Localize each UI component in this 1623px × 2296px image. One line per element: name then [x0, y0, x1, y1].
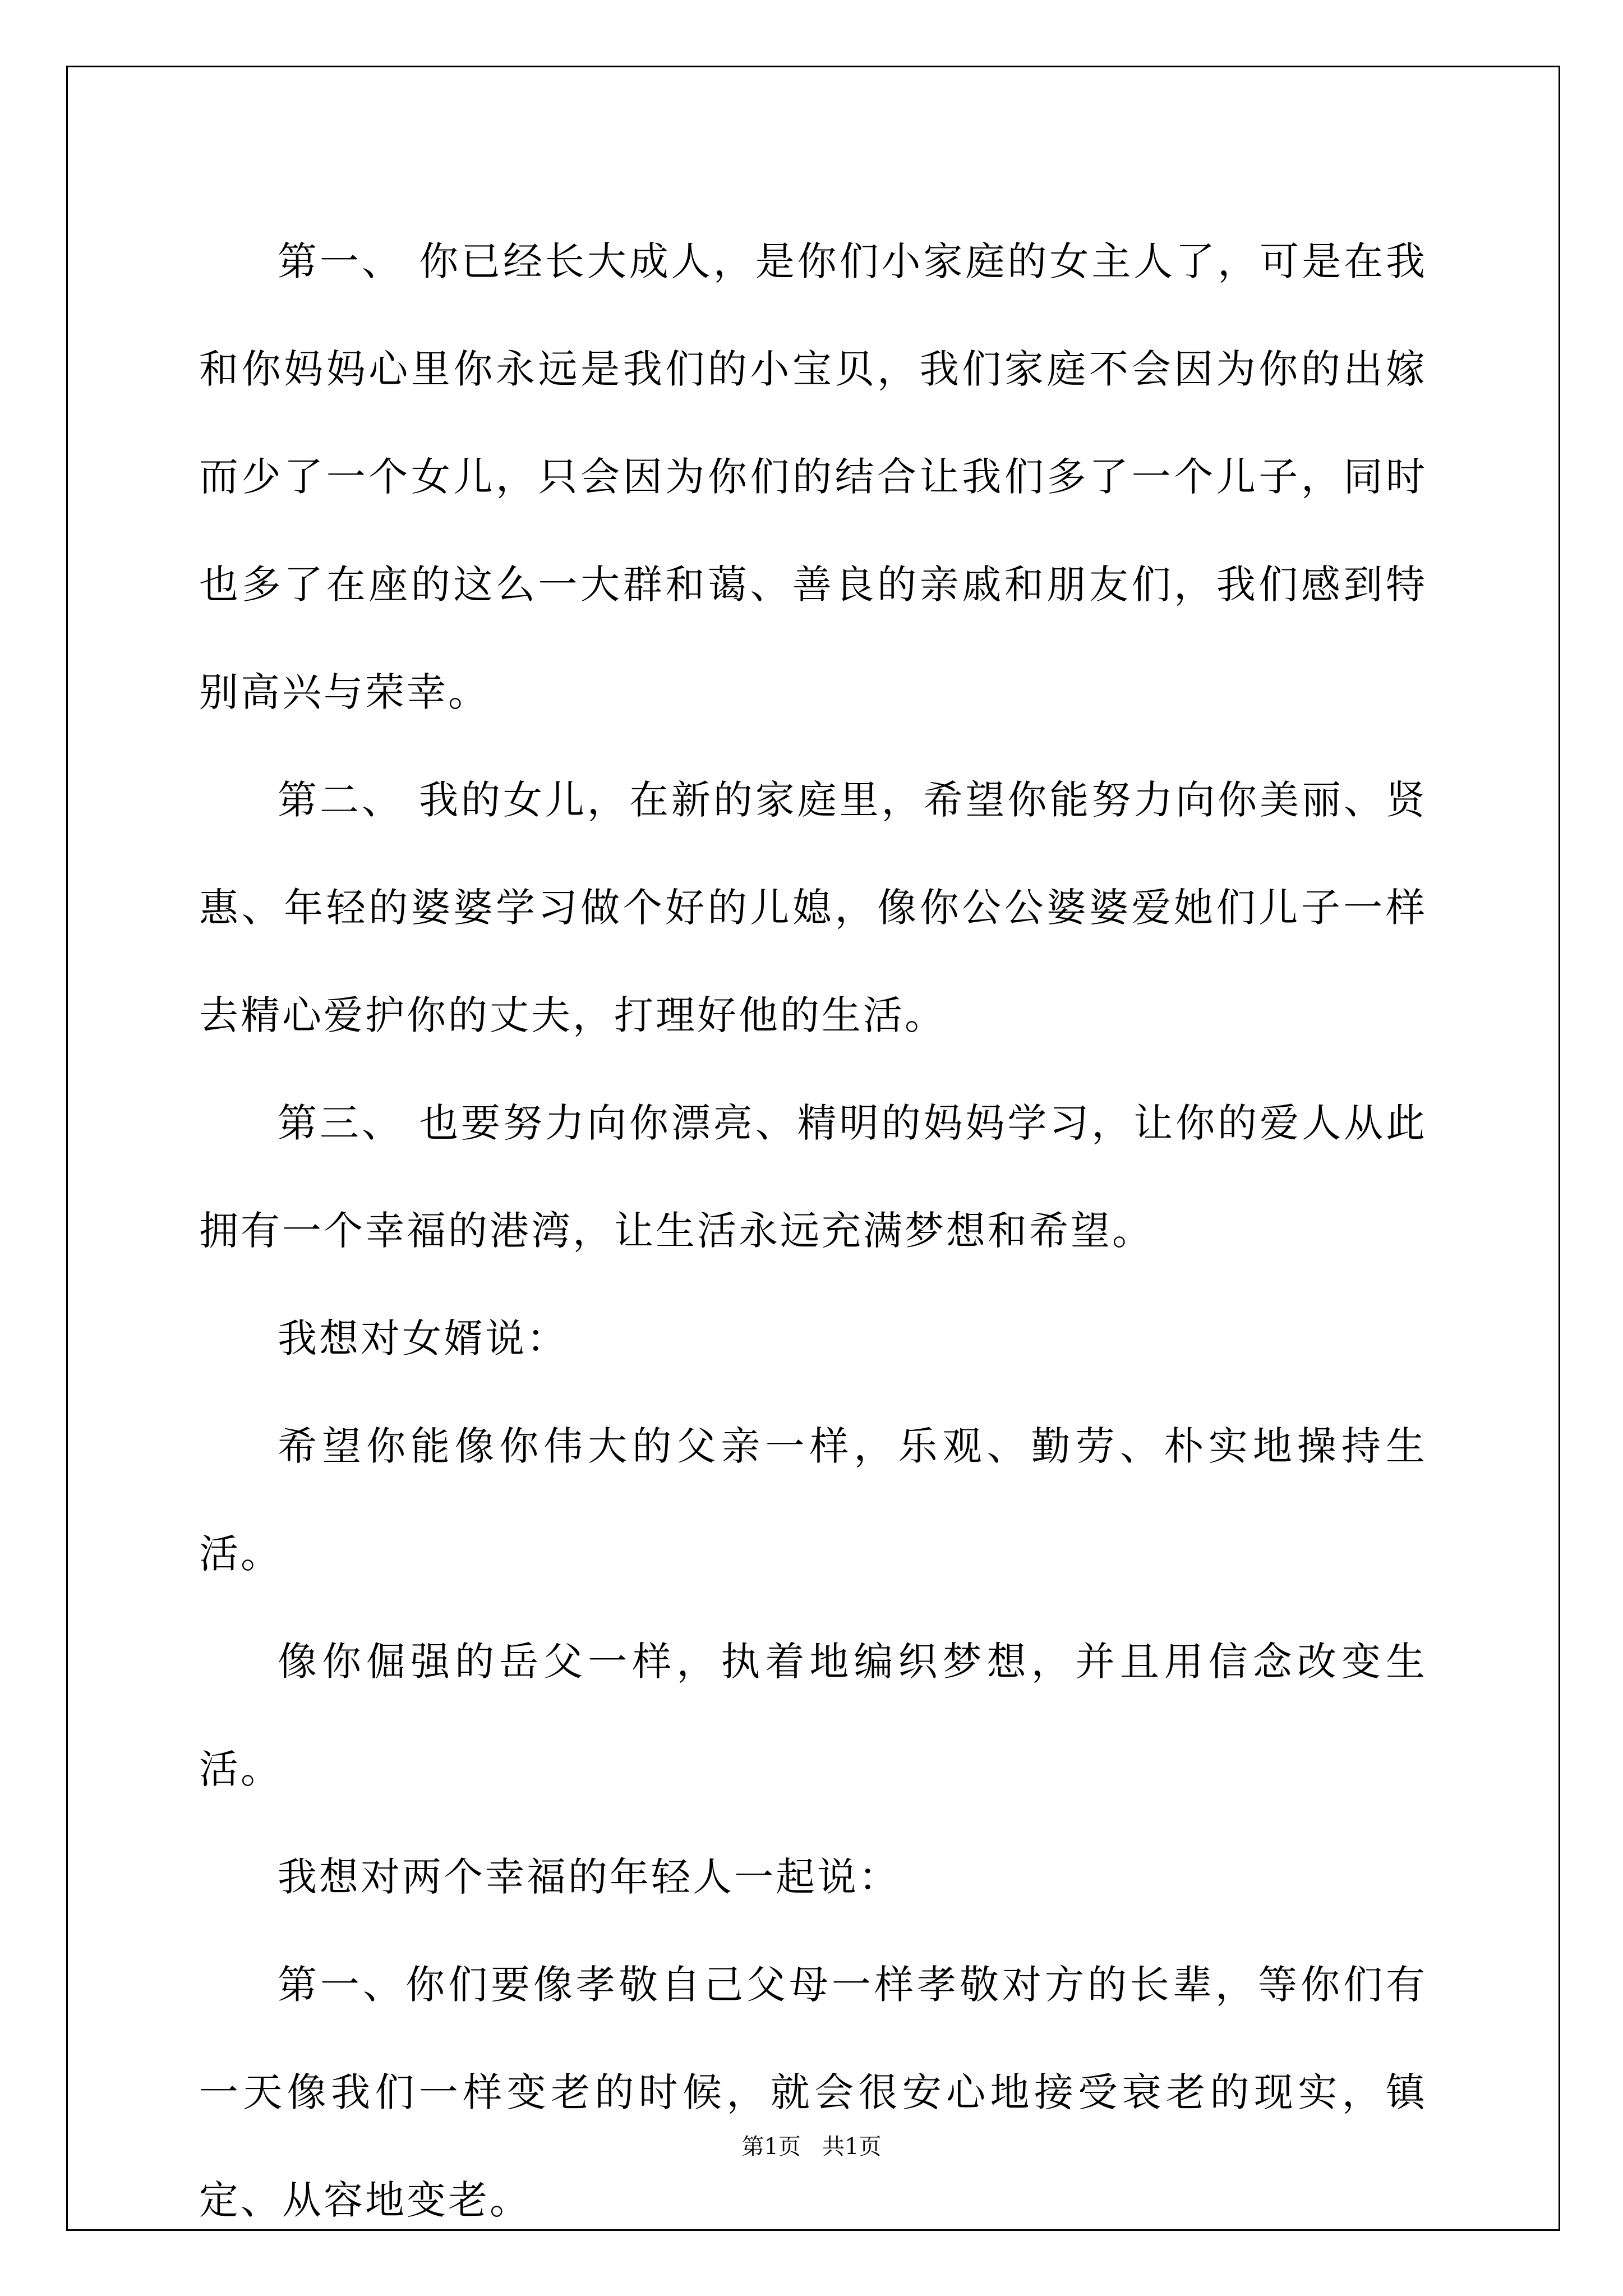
paragraph-8: 第一、你们要像孝敬自己父母一样孝敬对方的长辈，等你们有一天像我们一样变老的时候，就会很安心地接受衰老的现实，镇定、从容地变老。 [199, 1962, 1427, 2223]
paragraph-3: 第三、 也要努力向你漂亮、精明的妈妈学习，让你的爱人从此拥有一个幸福的港湾，让生活永远充满梦想和希望。 [199, 1100, 1427, 1254]
paragraph-1: 第一、 你已经长大成人，是你们小家庭的女主人了，可是在我和你妈妈心里你永远是我们的小宝贝，我们家庭不会因为你的出嫁而少了一个女儿，只会因为你们的结合让我们多了一个儿子，同时也多了在座的这么一大群和蔼、善良的亲戚和朋友们，我们感到特别高兴与荣幸。 [199, 238, 1427, 715]
document-body [199, 208, 1427, 2254]
paragraph-2: 第二、 我的女儿，在新的家庭里，希望你能努力向你美丽、贤惠、年轻的婆婆学习做个好的儿媳，像你公公婆婆爱她们儿子一样去精心爱护你的丈夫，打理好他的生活。 [199, 777, 1427, 1038]
paragraph-4: 我想对女婿说： [278, 1315, 568, 1361]
paragraph-6: 像你倔强的岳父一样，执着地编织梦想，并且用信念改变生活。 [199, 1639, 1427, 1792]
paragraph-7: 我想对两个幸福的年轻人一起说： [278, 1854, 900, 1900]
page-number-footer: 第1页 共1页 [741, 2134, 882, 2160]
paragraph-5: 希望你能像你伟大的父亲一样，乐观、勤劳、朴实地操持生活。 [199, 1423, 1427, 1577]
